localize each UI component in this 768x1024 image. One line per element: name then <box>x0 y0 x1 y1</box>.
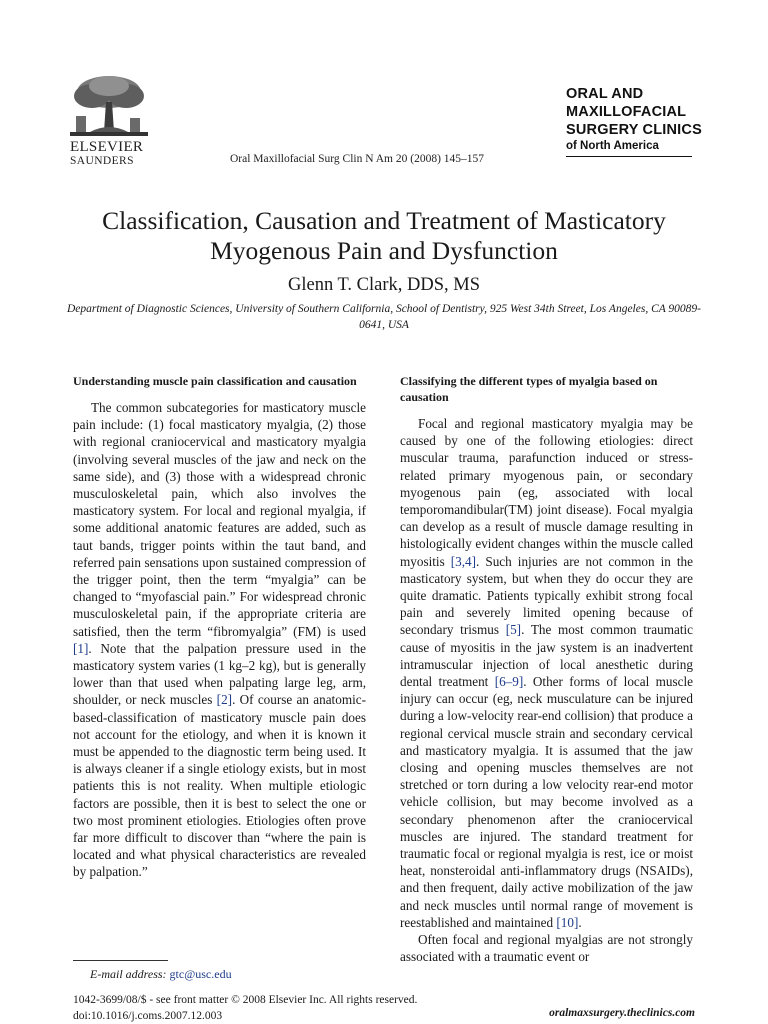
citation-link[interactable]: [3,4] <box>450 553 477 569</box>
journal-website[interactable]: oralmaxsurgery.theclinics.com <box>549 1007 695 1019</box>
elsevier-tree-icon <box>70 72 148 138</box>
doi-line: doi:10.1016/j.coms.2007.12.003 <box>73 1010 223 1022</box>
footnote-email <box>90 967 232 982</box>
citation-link[interactable]: [2] <box>216 692 233 708</box>
publisher-name: ELSEVIER <box>70 139 144 155</box>
author-affiliation: Department of Diagnostic Sciences, University of Southern California, School of Dentistry, 925 West 34th Street, Los Angeles, CA 90089-0641, USA <box>66 303 702 331</box>
text-run: . <box>578 914 582 930</box>
copyright-line: 1042-3699/08/$ - see front matter © 2008 Elsevier Inc. All rights reserved. <box>73 994 418 1006</box>
article-title: Classification, Causation and Treatment of Masticatory Myogenous Pain and Dysfunction <box>102 206 666 265</box>
brand-line-4: of North America <box>566 139 692 157</box>
journal-brand <box>566 85 702 157</box>
text-run: . Other forms of local muscle injury can occur (eg, neck musculature can be injured during a low-velocity rear-end collision) that produce a regional cervical muscle strain and secondary cervical and masticatory myalgia. It is assumed that the jaw closing and opening muscles themselves are not stretched or torn during a low velocity rear-end motor vehicle collision, but may become involved as a secondary phenomenon after the craniocervical muscles are injured. The standard treatment for traumatic focal or regional myalgia is rest, ice or moist heat, nonsteroidal anti-inflammatory drugs (NSAIDs), and then frequent, daily active mobilization of the jaw and neck muscles until normal range of movement is reestablished and maintained <box>400 674 693 930</box>
citation-link[interactable]: [10] <box>556 914 579 930</box>
footnote-divider <box>73 960 168 961</box>
text-run: Focal and regional masticatory myalgia may be caused by one of the following etiologies: direct muscular trauma, parafunction induced or stress-related primary myogenous pain, or secondary myogenous pain (eg, associated with local temporomandibular(TM) joint disease). Focal myalgia can develop as a result of muscle damage resulting in histologically evident changes within the muscle called myositis <box>400 416 693 569</box>
text-run: . Such injuries are not common in the masticatory system, but when they do occur they are quite dramatic. Patients typically exhibit strong focal pain and severely limited opening because of secondary trismus <box>400 553 694 638</box>
right-paragraph-1 <box>400 415 693 931</box>
text-run: . The most common traumatic cause of myositis in the jaw system is an inadvertent intramuscular injection of local anesthetic during dental treatment <box>400 622 694 690</box>
right-section-heading: Classifying the different types of myalgia based on causation <box>400 374 658 404</box>
elsevier-logo <box>70 72 148 167</box>
copyright-block <box>73 992 417 1024</box>
brand-line-3: SURGERY CLINICS <box>566 122 702 138</box>
right-column <box>400 373 693 966</box>
left-section-heading: Understanding muscle pain classification and causation <box>73 374 357 388</box>
citation-link[interactable]: [5] <box>505 622 522 638</box>
email-label: E-mail address: <box>90 967 167 981</box>
journal-reference: Oral Maxillofacial Surg Clin N Am 20 (2008) 145–157 <box>230 153 485 165</box>
brand-line-2: MAXILLOFACIAL <box>566 104 687 120</box>
text-run: The common subcategories for masticatory muscle pain include: (1) focal masticatory myalgia, (2) those with regional craniocervical and masticatory myalgia (involving several muscles of the jaw and neck on the same side), and (3) those with a widespread chronic musculoskeletal pain, which also involves the masticatory system. For local and regional myalgia, if some additional anatomic features are added, such as taut bands, trigger points within the taut band, and referred pain sensations upon sustained compression of the trigger point, then the term “myalgia” can be changed to “myofascial pain.” For widespread chronic musculoskeletal pain, if the appropriate criteria are satisfied, then the term “fibromyalgia” (FM) is used <box>73 400 366 639</box>
left-column <box>73 373 366 881</box>
article-author: Glenn T. Clark, DDS, MS <box>287 275 481 295</box>
left-paragraph <box>73 399 366 881</box>
text-run: . Of course an anatomic-based-classification of masticatory muscle pain does not account for the etiology, and when it is known it must be appended to the diagnostic term being used. It is always cleaner if a single etiology exists, but in most patients this is not reality. When multiple etiologic factors are possible, then it is best to select the one or two most prominent etiologies. Etiologies often prove far more difficult to discover than “where the pain is located and what physical characteristics are revealed by palpation.” <box>73 692 366 880</box>
citation-link[interactable]: [6–9] <box>494 674 524 690</box>
brand-line-1: ORAL AND <box>566 86 644 102</box>
text-run: . Note that the palpation pressure used in the masticatory system varies (1 kg–2 kg), but is generally lower than that used when palpating large leg, arm, shoulder, or neck muscles <box>73 640 366 708</box>
citation-link[interactable]: [1] <box>73 640 89 656</box>
publisher-imprint: SAUNDERS <box>70 155 134 167</box>
right-paragraph-2: Often focal and regional myalgias are not strongly associated with a traumatic event or <box>400 932 693 965</box>
email-link[interactable]: gtc@usc.edu <box>169 967 232 981</box>
